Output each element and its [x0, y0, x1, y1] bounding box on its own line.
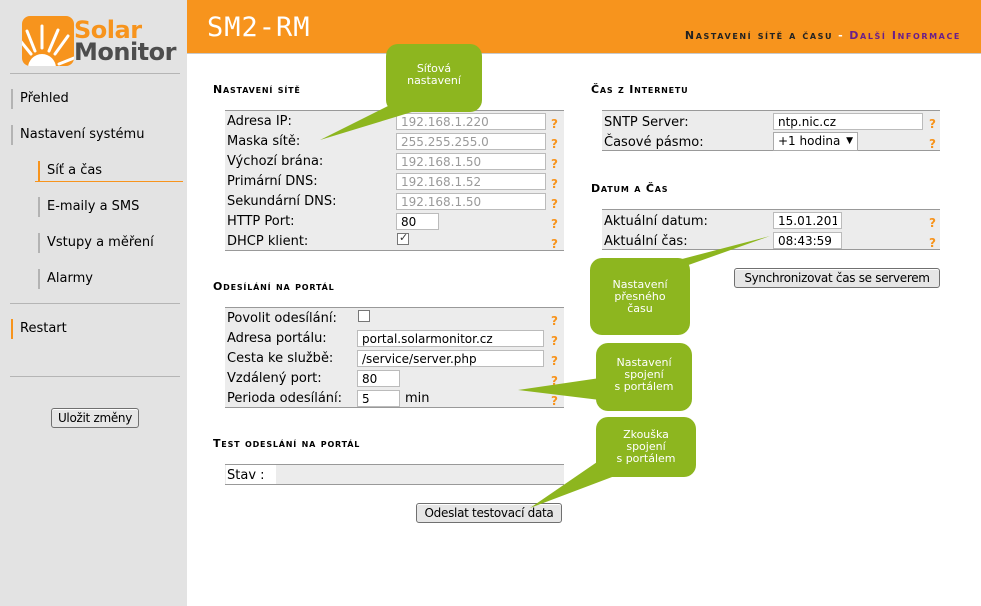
- callout-line: přesného: [614, 290, 666, 303]
- sync-time-button[interactable]: Synchronizovat čas se serverem: [734, 268, 940, 288]
- help-icon[interactable]: ?: [551, 354, 558, 368]
- remote-port-label: Vzdálený port:: [227, 371, 322, 386]
- nav-separator: -: [838, 29, 845, 42]
- netmask-label: Maska sítě:: [227, 134, 301, 149]
- help-icon[interactable]: ?: [929, 117, 936, 131]
- callout-line: spojení: [624, 368, 664, 381]
- sidebar-item-label: Síť a čas: [47, 163, 103, 178]
- help-icon[interactable]: ?: [551, 334, 558, 348]
- primary-dns-label: Primární DNS:: [227, 174, 318, 189]
- help-icon[interactable]: ?: [551, 177, 558, 191]
- help-icon[interactable]: ?: [929, 137, 936, 151]
- dhcp-client-label: DHCP klient:: [227, 234, 309, 249]
- enable-sending-label: Povolit odesílání:: [227, 311, 337, 326]
- logo-text-solar: Solar: [74, 16, 142, 44]
- help-icon[interactable]: ?: [929, 236, 936, 250]
- portal-address-label: Adresa portálu:: [227, 331, 327, 346]
- timezone-value: +1 hodina: [778, 134, 841, 148]
- timezone-label: Časové pásmo:: [604, 135, 704, 150]
- datetime-section-title: Datum a Čas: [591, 182, 669, 195]
- send-period-label: Perioda odesílání:: [227, 391, 343, 406]
- chevron-down-icon: ▼: [846, 136, 853, 146]
- send-period-unit: min: [405, 391, 430, 406]
- more-info-link[interactable]: Další Informace: [849, 29, 961, 42]
- help-icon[interactable]: ?: [551, 197, 558, 211]
- sidebar-item-label: Nastavení systému: [20, 127, 145, 142]
- secondary-dns-label: Sekundární DNS:: [227, 194, 337, 209]
- callout-portal-connection: [596, 343, 692, 411]
- callout-line: času: [627, 302, 653, 315]
- sidebar-item-label: Přehled: [20, 91, 69, 106]
- help-icon[interactable]: ?: [929, 216, 936, 230]
- gateway-label: Výchozí brána:: [227, 154, 324, 169]
- callout-tail: [518, 378, 600, 400]
- test-section-title: Test odeslání na portál: [213, 437, 361, 450]
- callout-line: Zkouška: [623, 428, 669, 441]
- callout-network-settings: [386, 44, 482, 112]
- help-icon[interactable]: ?: [551, 394, 558, 408]
- callout-precise-time: [590, 258, 690, 335]
- page-title: SM2-RM: [207, 12, 311, 43]
- sntp-server-label: SNTP Server:: [604, 115, 689, 130]
- logo-text-monitor: Monitor: [74, 38, 176, 66]
- ip-address-label: Adresa IP:: [227, 114, 292, 129]
- help-icon[interactable]: ?: [551, 237, 558, 251]
- current-page-label: Nastavení sítě a času: [684, 29, 834, 42]
- current-time-label: Aktuální čas:: [604, 234, 688, 249]
- help-icon[interactable]: ?: [551, 157, 558, 171]
- callout-portal-test: [596, 417, 696, 477]
- callout-line: nastavení: [407, 74, 461, 87]
- http-port-label: HTTP Port:: [227, 214, 295, 229]
- callout-line: s portálem: [616, 452, 676, 465]
- help-icon[interactable]: ?: [551, 217, 558, 231]
- status-label: Stav :: [227, 468, 265, 483]
- help-icon[interactable]: ?: [551, 314, 558, 328]
- callout-line: Nastavení: [612, 278, 668, 291]
- help-icon[interactable]: ?: [551, 117, 558, 131]
- sidebar-item-label: E-maily a SMS: [47, 199, 140, 214]
- current-date-label: Aktuální datum:: [604, 214, 708, 229]
- send-test-data-button[interactable]: Odeslat testovací data: [416, 503, 562, 523]
- callout-line: Síťová: [416, 62, 452, 75]
- sidebar-item-label: Restart: [20, 321, 67, 336]
- network-section-title: Nastavení sítě: [213, 83, 301, 96]
- sidebar-item-label: Alarmy: [47, 271, 93, 286]
- help-icon[interactable]: ?: [551, 137, 558, 151]
- callout-line: spojení: [626, 440, 666, 453]
- portal-section-title: Odesílání na portál: [213, 280, 335, 293]
- callout-line: s portálem: [614, 380, 674, 393]
- callout-line: Nastavení: [616, 356, 672, 369]
- save-changes-button[interactable]: Uložit změny: [51, 408, 139, 428]
- sidebar-item-label: Vstupy a měření: [47, 235, 154, 250]
- internet-time-section-title: Čas z Internetu: [591, 83, 689, 96]
- service-path-label: Cesta ke službě:: [227, 351, 334, 366]
- help-icon[interactable]: ?: [551, 374, 558, 388]
